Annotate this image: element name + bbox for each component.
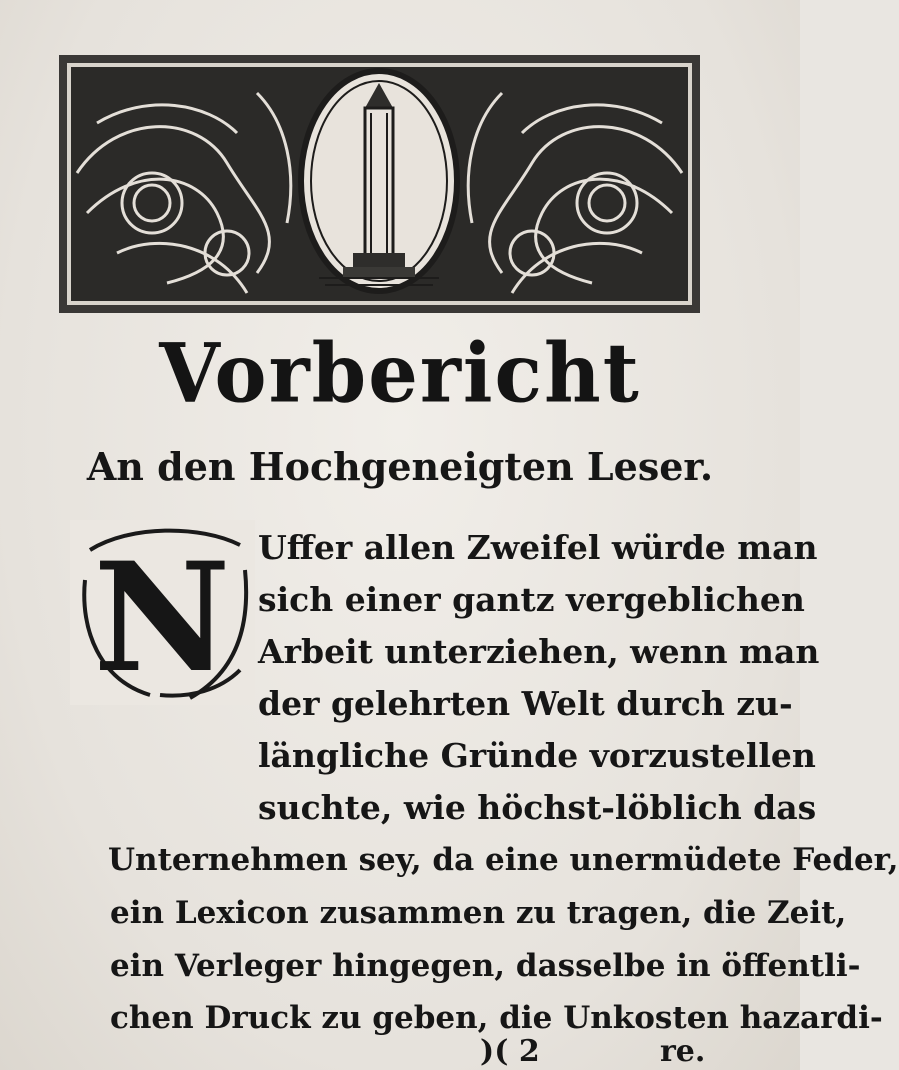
signature-mark: )( 2 — [480, 1034, 540, 1069]
decorated-initial-n-icon — [70, 520, 255, 705]
page-title: Vorbericht — [159, 325, 641, 422]
text-line-5: längliche Gründe vorzustellen — [258, 736, 816, 775]
text-line-1: Uffer allen Zweifel würde man — [258, 528, 818, 567]
drop-cap-letter: N — [93, 530, 231, 706]
woodcut-header-ornament-icon — [57, 53, 702, 315]
text-line-9: ein Verleger hingegen, dasselbe in öffentli- — [110, 948, 861, 984]
text-line-8: ein Lexicon zusammen zu tragen, die Zeit, — [110, 895, 847, 931]
catchword: re. — [660, 1034, 706, 1069]
text-line-4: der gelehrten Welt durch zu- — [258, 684, 793, 723]
page-subtitle: An den Hochgeneigten Leser. — [86, 444, 714, 489]
text-line-2: sich einer gantz vergeblichen — [258, 580, 805, 619]
signature-line — [0, 1034, 800, 1070]
text-line-6: suchte, wie höchst-löblich das — [258, 788, 817, 827]
text-line-10: chen Druck zu geben, die Unkosten hazardi- — [110, 1000, 883, 1036]
text-line-7: Unternehmen sey, da eine unermüdete Feder, — [108, 842, 899, 878]
text-line-3: Arbeit unterziehen, wenn man — [258, 632, 820, 671]
